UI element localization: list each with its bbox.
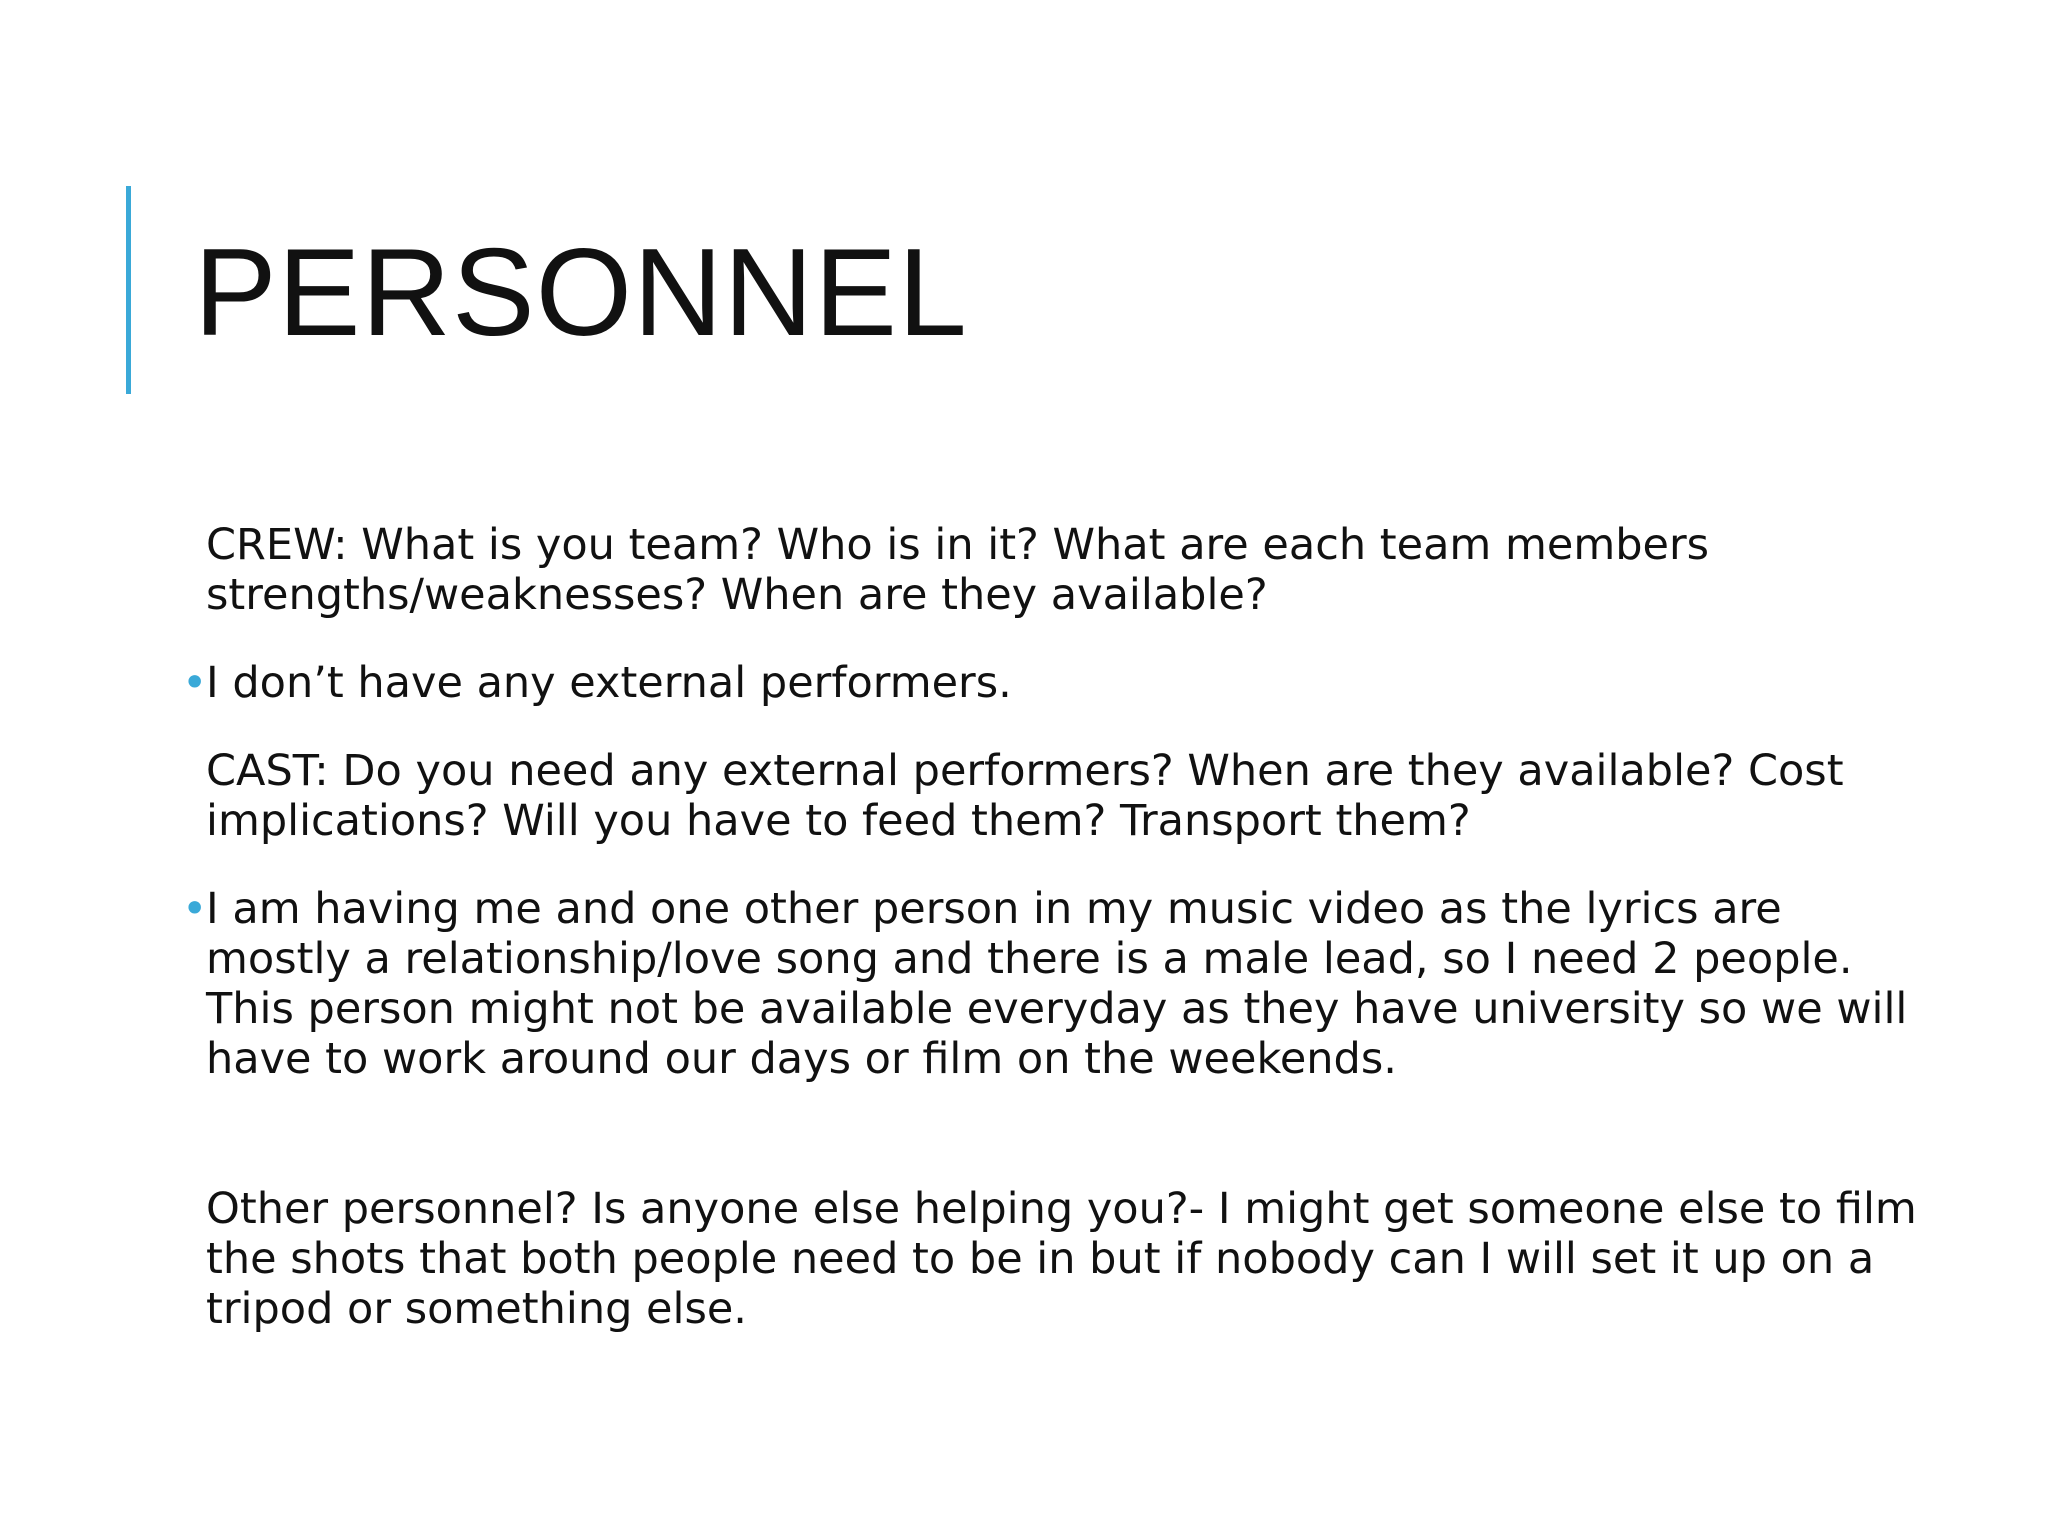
title-accent-bar [126,186,131,394]
other-personnel-text: Other personnel? Is anyone else helping you?- I might get someone else to film the shots that both people need to be in but if nobody can I will set it up on a tripod or something else. [206,1184,1917,1334]
crew-question-text: CREW: What is you team? Who is in it? What are each team members strengths/weaknesses? When are they available? [206,520,1710,620]
performers-bullet-item [182,658,1926,708]
cast-question-paragraph [206,746,1926,846]
bullet-icon: • [182,884,208,934]
crew-question-paragraph [206,520,1926,620]
other-personnel-paragraph [206,1184,1926,1334]
cast-answer-bullet-text: I am having me and one other person in my music video as the lyrics are mostly a relationship/love song and there is a male lead, so I need 2 people. This person might not be available everyday as they have university so we will have to work around our days or film on the weekends. [206,884,1908,1084]
bullet-icon: • [182,658,208,708]
performers-bullet-text: I don’t have any external performers. [206,658,1012,708]
cast-answer-bullet-item [182,884,1926,1084]
slide-title: PERSONNEL [194,224,968,362]
slide-body [182,520,1926,1372]
cast-question-text: CAST: Do you need any external performers? When are they available? Cost implications? Will you have to feed them? Transport them? [206,746,1844,846]
